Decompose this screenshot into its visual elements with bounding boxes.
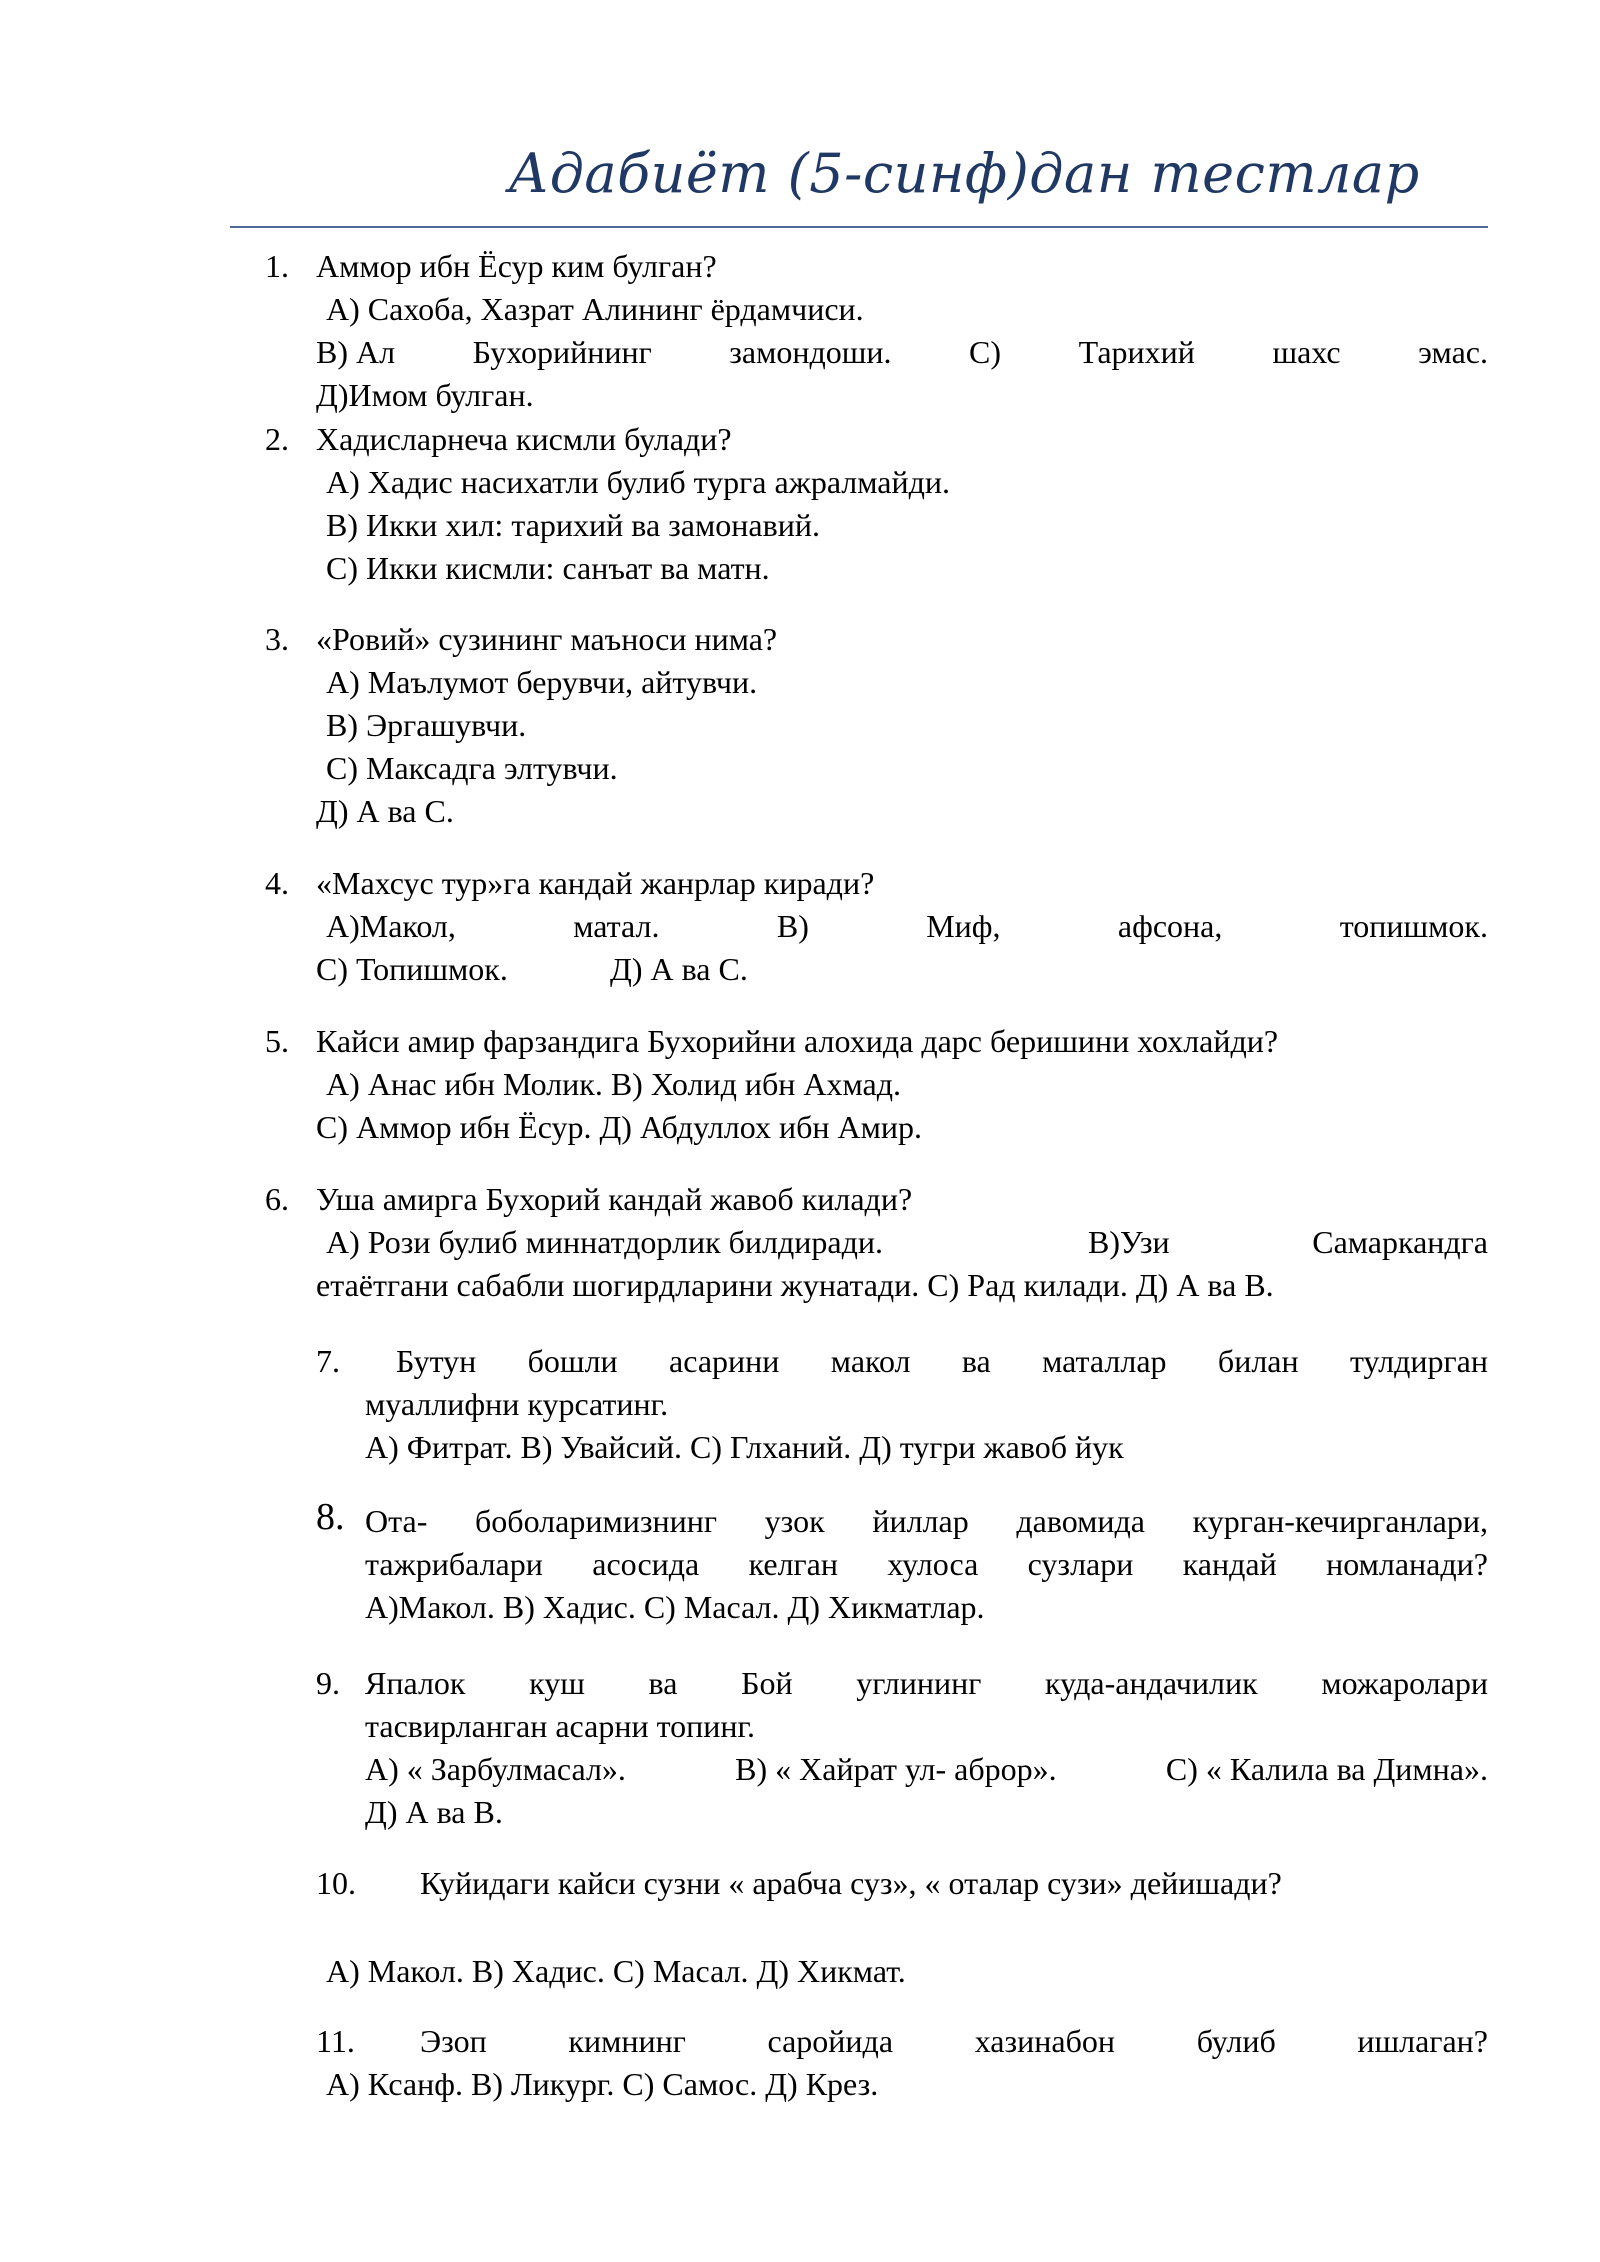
- question-word: курган-кечирганлари,: [1192, 1503, 1488, 1539]
- question-word: хулоса: [887, 1546, 979, 1582]
- answer-word: шахс: [1272, 334, 1341, 370]
- question-number: 8.: [316, 1496, 345, 1538]
- question-number: 5.: [265, 1023, 289, 1059]
- answer-c: С) « Калила ва Димна».: [1165, 1751, 1488, 1787]
- answer-d: Д)Имом булган.: [316, 377, 534, 413]
- question-word: номланади?: [1326, 1546, 1488, 1582]
- question-word: можаролари: [1321, 1665, 1488, 1701]
- question-text: Кайси амир фарзандига Бухорийни алохида дарс беришини хохлайди?: [316, 1023, 1279, 1059]
- answer-word: С): [969, 334, 1002, 370]
- question-word: боболаримизнинг: [475, 1503, 717, 1539]
- question-word: сузлари: [1027, 1546, 1134, 1582]
- question-word: ва: [961, 1343, 991, 1379]
- question-number: 1.: [265, 248, 289, 284]
- answers-ab: А) Анас ибн Молик. В) Холид ибн Ахмад.: [326, 1066, 902, 1102]
- answer-word: Миф,: [926, 908, 1001, 944]
- page-title: Адабиёт (5-синф)дан тестлар: [508, 142, 1420, 205]
- question-word: Бой: [741, 1665, 793, 1701]
- answer-d: Д) А ва С.: [610, 951, 748, 987]
- answer-b-part: В)Узи: [1088, 1224, 1170, 1260]
- question-number: 3.: [265, 621, 289, 657]
- question-text: Аммор ибн Ёсур ким булган?: [316, 248, 717, 284]
- question-word: Бутун: [396, 1343, 477, 1379]
- answer-c: С) Икки кисмли: санъат ва матн.: [326, 550, 770, 586]
- answers: А)Макол. В) Хадис. С) Масал. Д) Хикматлар.: [365, 1589, 985, 1625]
- answer-b: В) Икки хил: тарихий ва замонавий.: [326, 507, 820, 543]
- answer-b-part: Самаркандга: [1312, 1224, 1488, 1260]
- question-word: асарини: [669, 1343, 780, 1379]
- question-text: «Махсус тур»га кандай жанрлар киради?: [316, 865, 875, 901]
- question-word: саройида: [767, 2023, 894, 2059]
- question-text: [396, 1340, 1488, 1384]
- answer-a: А) Хадис насихатли булиб турга ажралмайди.: [326, 464, 951, 500]
- answer-word: Тарихий: [1078, 334, 1195, 370]
- question-text: Хадисларнеча кисмли булади?: [316, 421, 732, 457]
- question-word: кандай: [1182, 1546, 1277, 1582]
- answer-a: А) Маълумот берувчи, айтувчи.: [326, 664, 758, 700]
- answers: А) Макол. В) Хадис. С) Масал. Д) Хикмат.: [326, 1953, 906, 1989]
- answer-word: топишмок.: [1339, 908, 1488, 944]
- answers: А) Фитрат. В) Увайсий. С) Глханий. Д) тугри жавоб йук: [365, 1429, 1124, 1465]
- question-number: 11.: [316, 2023, 355, 2059]
- answer-a: А) Сахоба, Хазрат Алининг ёрдамчиси.: [326, 291, 864, 327]
- question-word: ва: [648, 1665, 678, 1701]
- question-text: Уша амирга Бухорий кандай жавоб килади?: [316, 1181, 913, 1217]
- answer-line: етаётгани сабабли шогирдларини жунатади. С) Рад килади. Д) А ва В.: [316, 1267, 1274, 1303]
- question-word: бошли: [527, 1343, 618, 1379]
- question-number: 4.: [265, 865, 289, 901]
- question-number: 2.: [265, 421, 289, 457]
- question-word: Япалок: [365, 1665, 466, 1701]
- question-word: углининг: [856, 1665, 982, 1701]
- answer-word: матал.: [573, 908, 660, 944]
- question-text-cont: [365, 1543, 1488, 1587]
- question-text: [420, 2020, 1488, 2064]
- question-word: узок: [764, 1503, 825, 1539]
- answer-word: А)Макол,: [326, 908, 456, 944]
- question-word: Ота-: [365, 1503, 428, 1539]
- question-word: булиб: [1196, 2023, 1276, 2059]
- answer-b: В) « Хайрат ул- аброр».: [735, 1751, 1057, 1787]
- question-word: Эзоп: [420, 2023, 487, 2059]
- answer-c: С) Топишмок.: [316, 951, 508, 987]
- question-word: куда-андачилик: [1045, 1665, 1258, 1701]
- question-word: давомида: [1016, 1503, 1145, 1539]
- answer-word: В) Ал: [316, 334, 396, 370]
- question-text-cont: муаллифни курсатинг.: [365, 1386, 669, 1422]
- answers: [365, 1748, 1488, 1792]
- answer-b: В) Эргашувчи.: [326, 707, 527, 743]
- answer-word: афсона,: [1117, 908, 1223, 944]
- answer-a: А) « Зарбулмасал».: [365, 1751, 626, 1787]
- answers-cd: С) Аммор ибн Ёсур. Д) Абдуллох ибн Амир.: [316, 1109, 922, 1145]
- question-number: 10.: [316, 1865, 356, 1901]
- answer-a: А) Рози булиб миннатдорлик билдиради.: [326, 1224, 884, 1260]
- answer-word: В): [776, 908, 809, 944]
- question-word: хазинабон: [974, 2023, 1115, 2059]
- answer-line: [316, 331, 1488, 375]
- question-text: [365, 1500, 1488, 1544]
- question-text: Куйидаги кайси сузни « арабча суз», « оталар сузи» дейишади?: [420, 1865, 1282, 1901]
- answer-word: Бухорийнинг: [472, 334, 652, 370]
- answers: А) Ксанф. В) Ликург. С) Самос. Д) Крез.: [326, 2066, 879, 2102]
- question-word: маталлар: [1042, 1343, 1167, 1379]
- question-word: тажрибалари: [365, 1546, 543, 1582]
- question-word: асосида: [592, 1546, 700, 1582]
- answer-line: [326, 905, 1488, 949]
- question-word: тулдирган: [1349, 1343, 1488, 1379]
- question-word: келган: [748, 1546, 838, 1582]
- question-number: 9.: [316, 1665, 340, 1701]
- question-word: куш: [529, 1665, 585, 1701]
- question-number: 6.: [265, 1181, 289, 1217]
- question-word: йиллар: [872, 1503, 969, 1539]
- answer-word: замондоши.: [729, 334, 892, 370]
- title-underline: [230, 226, 1488, 228]
- question-word: кимнинг: [568, 2023, 686, 2059]
- question-word: ишлаган?: [1357, 2023, 1488, 2059]
- question-word: билан: [1217, 1343, 1299, 1379]
- answer-d: Д) А ва В.: [365, 1794, 503, 1830]
- answer-word: эмас.: [1418, 334, 1488, 370]
- answer-d: Д) А ва С.: [316, 793, 454, 829]
- question-number: 7.: [316, 1343, 340, 1379]
- answer-c: С) Максадга элтувчи.: [326, 750, 618, 786]
- question-word: макол: [830, 1343, 911, 1379]
- question-text-cont: тасвирланган асарни топинг.: [365, 1708, 756, 1744]
- question-text: [365, 1662, 1488, 1706]
- question-text: «Ровий» сузининг маъноси нима?: [316, 621, 778, 657]
